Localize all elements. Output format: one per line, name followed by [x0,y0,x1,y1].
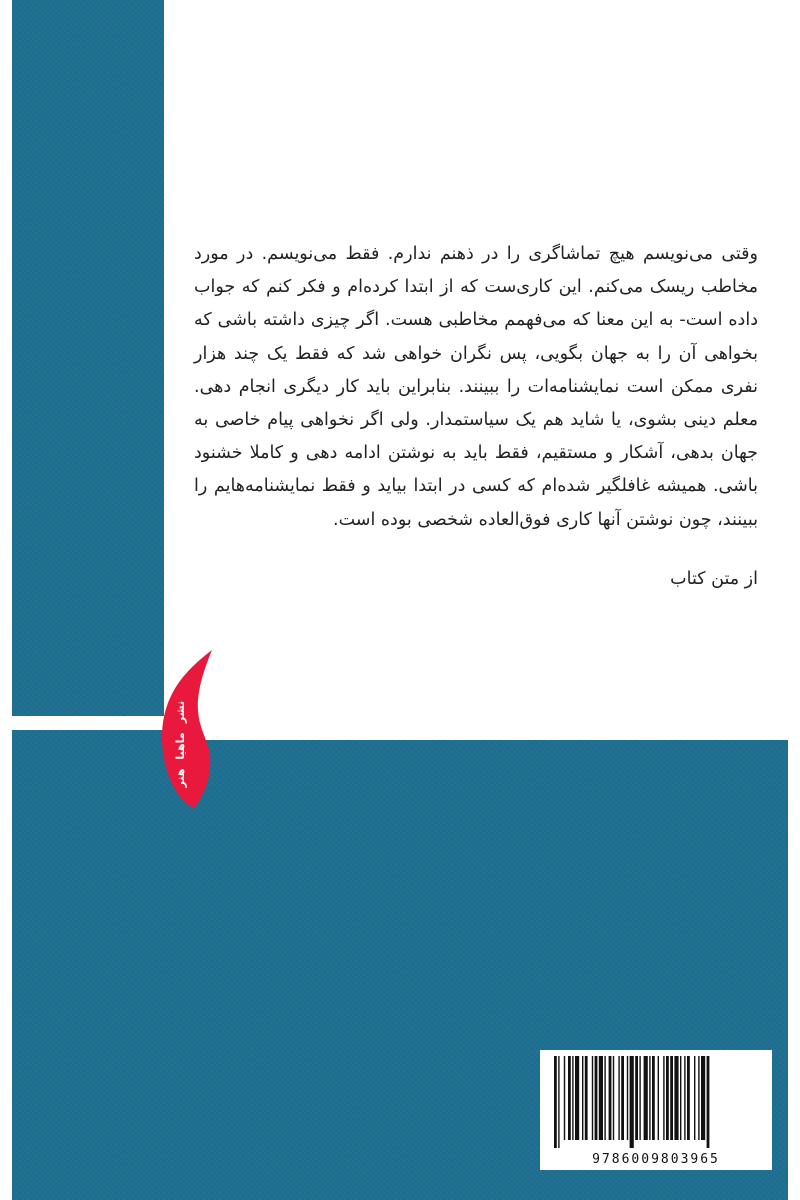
barcode-bar [609,1056,612,1140]
barcode-bar [564,1056,565,1140]
barcode-bar [572,1056,573,1140]
barcode-bar [568,1056,571,1140]
barcode-bar [652,1056,655,1140]
barcode-bar [707,1056,710,1148]
barcode-bar [595,1056,598,1140]
isbn-number: 9786009803965 [592,1152,720,1167]
barcode-bar [613,1056,614,1140]
barcode-bar [599,1056,603,1140]
logo-line3: هنر [174,768,187,788]
barcode-bar [585,1056,588,1140]
publisher-logo [148,650,220,810]
source-caption: از متن کتاب [670,568,758,589]
barcode-bar [674,1056,678,1140]
barcode-bar [694,1056,695,1140]
barcode-bar [698,1056,699,1140]
barcode-bar [687,1056,690,1140]
barcode-bar [670,1056,673,1140]
barcode-bar [701,1056,705,1140]
blurb-text: وقتی می‌نویسم هیچ تماشاگری را در ذهنم ندارم. فقط می‌نویسم. در مورد مخاطب ریسک می‌کنم. این کاری‌ست که از ابتدا کرده‌ام و فکر کنم که جواب داده است- به این معنا که می‌فهمم مخاطبی هست. اگر چیزی داشته باشی که بخواهی آن را به جهان بگویی، پس نگران خواهی شد که فقط یک چند هزار نفری ممکن است نمایشنامه‌ات را ببینند. بنابراین باید کار دیگری انجام دهی. معلم دینی بشوی، یا شاید هم یک سیاستمدار. ولی اگر نخواهی پیام خاصی به جهان بدهی، آشکار و مستقیم، فقط باید به نوشتن ادامه دهی و کاملا خشنود باشی. همیشه غافلگیر شده‌ام که کسی در ابتدا بیاید و فقط نمایشنامه‌هایم را ببینند، چون نوشتن آنها کاری فوق‌العاده شخصی بوده است. [194,244,758,530]
barcode-bar [639,1056,640,1140]
barcode-bar [575,1056,579,1140]
barcode-bar [554,1056,557,1148]
barcode-bar [558,1056,559,1148]
barcode-bar [644,1056,648,1140]
barcode-bar [621,1056,624,1140]
text-panel [164,0,788,740]
barcode-bar [604,1056,605,1140]
barcode-bar [658,1056,659,1140]
logo-line2: ماهیا [174,732,187,760]
barcode-bar [635,1056,638,1140]
barcode-bar [680,1056,681,1140]
barcode-bar [582,1056,583,1140]
barcode-bar [618,1056,619,1140]
barcode-bars [540,1050,772,1150]
barcode-bar [627,1056,628,1140]
isbn-barcode [540,1050,772,1170]
barcode-bar [666,1056,669,1140]
barcode-bar [592,1056,593,1140]
barcode-bar [630,1056,634,1148]
barcode-bar [663,1056,664,1140]
barcode-bar [649,1056,650,1140]
logo-line1: نشر [174,700,187,724]
barcode-bar [684,1056,685,1140]
publisher-logo-drop-icon [148,650,220,810]
